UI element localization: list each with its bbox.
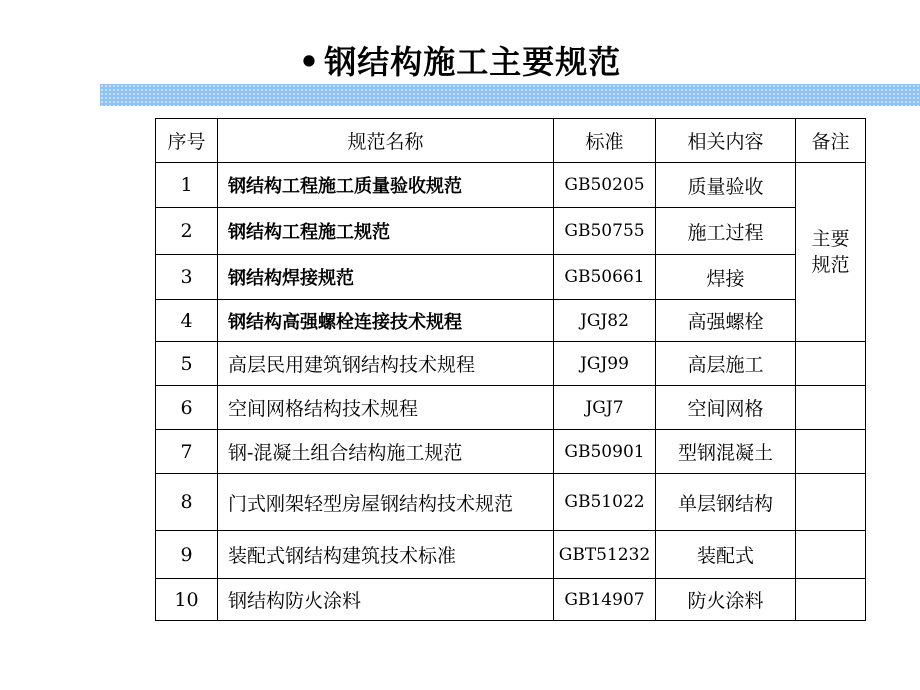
row-note	[796, 474, 866, 531]
row-index: 1	[156, 163, 218, 208]
row-standard: GB50755	[554, 208, 656, 255]
row-standard: GB50901	[554, 430, 656, 474]
standards-table	[155, 118, 866, 621]
row-standard: GB50205	[554, 163, 656, 208]
merged-note-cell	[796, 163, 866, 342]
table-row	[156, 255, 866, 300]
table-row	[156, 300, 866, 342]
row-name: 装配式钢结构建筑技术标准	[218, 531, 554, 579]
row-content: 施工过程	[656, 208, 796, 255]
row-note	[796, 579, 866, 621]
row-content: 焊接	[656, 255, 796, 300]
row-name: 高层民用建筑钢结构技术规程	[218, 342, 554, 386]
row-content: 高强螺栓	[656, 300, 796, 342]
row-content: 质量验收	[656, 163, 796, 208]
row-standard: JGJ99	[554, 342, 656, 386]
header-content: 相关内容	[656, 119, 796, 163]
row-index: 7	[156, 430, 218, 474]
note-line-1: 主要	[811, 228, 850, 250]
page-title	[0, 38, 920, 86]
row-standard: JGJ82	[554, 300, 656, 342]
row-index: 2	[156, 208, 218, 255]
row-note	[796, 386, 866, 430]
header-standard: 标准	[554, 119, 656, 163]
row-content: 单层钢结构	[656, 474, 796, 531]
row-index: 10	[156, 579, 218, 621]
row-name: 钢结构工程施工规范	[218, 208, 554, 255]
row-content: 空间网格	[656, 386, 796, 430]
table-header-row	[156, 119, 866, 163]
header-name: 规范名称	[218, 119, 554, 163]
row-content: 防火涂料	[656, 579, 796, 621]
table-row	[156, 163, 866, 208]
table-row	[156, 430, 866, 474]
row-note	[796, 342, 866, 386]
row-note	[796, 531, 866, 579]
row-standard: GB50661	[554, 255, 656, 300]
row-standard: GB51022	[554, 474, 656, 531]
row-content: 装配式	[656, 531, 796, 579]
title-text: 钢结构施工主要规范	[324, 43, 622, 81]
row-name: 钢结构工程施工质量验收规范	[218, 163, 554, 208]
row-name: 钢结构高强螺栓连接技术规程	[218, 300, 554, 342]
row-name: 门式刚架轻型房屋钢结构技术规范	[218, 474, 554, 531]
row-index: 8	[156, 474, 218, 531]
row-name: 钢-混凝土组合结构施工规范	[218, 430, 554, 474]
table-row	[156, 386, 866, 430]
header-note: 备注	[796, 119, 866, 163]
row-standard: GBT51232	[554, 531, 656, 579]
table-row	[156, 531, 866, 579]
title-bullet: •	[298, 43, 321, 81]
row-index: 5	[156, 342, 218, 386]
table-row	[156, 208, 866, 255]
table-row	[156, 342, 866, 386]
row-standard: JGJ7	[554, 386, 656, 430]
row-name: 钢结构防火涂料	[218, 579, 554, 621]
row-index: 9	[156, 531, 218, 579]
row-index: 4	[156, 300, 218, 342]
header-index: 序号	[156, 119, 218, 163]
row-note	[796, 430, 866, 474]
decorative-band	[100, 84, 920, 106]
row-name: 空间网格结构技术规程	[218, 386, 554, 430]
row-content: 型钢混凝土	[656, 430, 796, 474]
row-index: 6	[156, 386, 218, 430]
row-content: 高层施工	[656, 342, 796, 386]
table-row	[156, 579, 866, 621]
note-line-2: 规范	[811, 254, 850, 276]
table-row	[156, 474, 866, 531]
row-standard: GB14907	[554, 579, 656, 621]
row-index: 3	[156, 255, 218, 300]
row-name: 钢结构焊接规范	[218, 255, 554, 300]
